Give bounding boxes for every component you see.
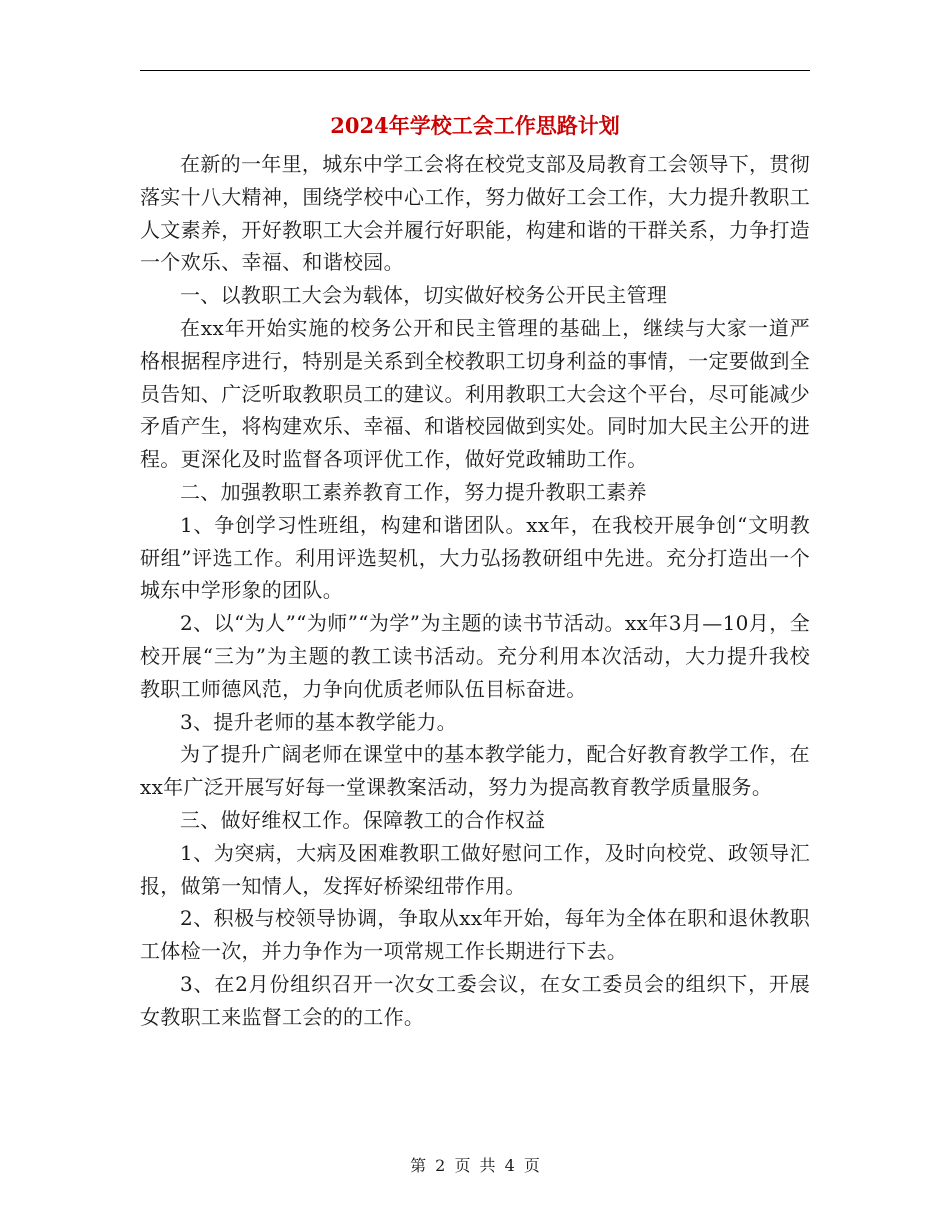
section-heading-3: 三、做好维权工作。保障教工的合作权益 <box>180 807 546 832</box>
document-body <box>140 148 810 1034</box>
list-item: 2、以“为人”“为师”“为学”为主题的读书节活动。xx年3月—10月，全校开展“三为”为主题的教工读书活动。充分利用本次活动，大力提升我校教职工师德风范，力争向优质老师队伍目标奋进。 <box>140 611 810 701</box>
list-item: 3、提升老师的基本教学能力。 <box>180 709 457 734</box>
document-title: 2024年学校工会工作思路计划 <box>330 113 620 138</box>
list-item: 3、在2月份组织召开一次女工委会议，在女工委员会的组织下，开展女教职工来监督工会的的工作。 <box>140 971 810 1029</box>
paragraph-intro: 在新的一年里，城东中学工会将在校党支部及局教育工会领导下，贯彻落实十八大精神，围绕学校中心工作，努力做好工会工作，大力提升教职工人文素养，开好教职工大会并履行好职能，构建和谐的干群关系，力争打造一个欢乐、幸福、和谐校园。 <box>140 152 810 275</box>
header-rule <box>140 70 810 71</box>
paragraph: 为了提升广阔老师在课堂中的基本教学能力，配合好教育教学工作，在xx年广泛开展写好每一堂课教案活动，努力为提高教育教学质量服务。 <box>140 742 810 800</box>
list-item: 1、为突病，大病及困难教职工做好慰问工作，及时向校党、政领导汇报，做第一知情人，发挥好桥梁纽带作用。 <box>140 840 810 898</box>
paragraph: 在xx年开始实施的校务公开和民主管理的基础上，继续与大家一道严格根据程序进行，特别是关系到全校教职工切身利益的事情，一定要做到全员告知、广泛听取教职员工的建议。利用教职工大会这个平台，尽可能减少矛盾产生，将构建欢乐、幸福、和谐校园做到实处。同时加大民主公开的进程。更深化及时监督各项评优工作，做好党政辅助工作。 <box>140 315 810 472</box>
page-number: 第 2 页 共 4 页 <box>410 1156 540 1175</box>
list-item: 1、争创学习性班组，构建和谐团队。xx年，在我校开展争创“文明教研组”评选工作。利用评选契机，大力弘扬教研组中先进。充分打造出一个城东中学形象的团队。 <box>140 512 810 603</box>
section-heading-2: 二、加强教职工素养教育工作，努力提升教职工素养 <box>180 479 647 504</box>
list-item: 2、积极与校领导协调，争取从xx年开始，每年为全体在职和退休教职工体检一次，并力争作为一项常规工作长期进行下去。 <box>140 906 810 964</box>
section-heading-1: 一、以教职工大会为载体，切实做好校务公开民主管理 <box>180 283 668 308</box>
